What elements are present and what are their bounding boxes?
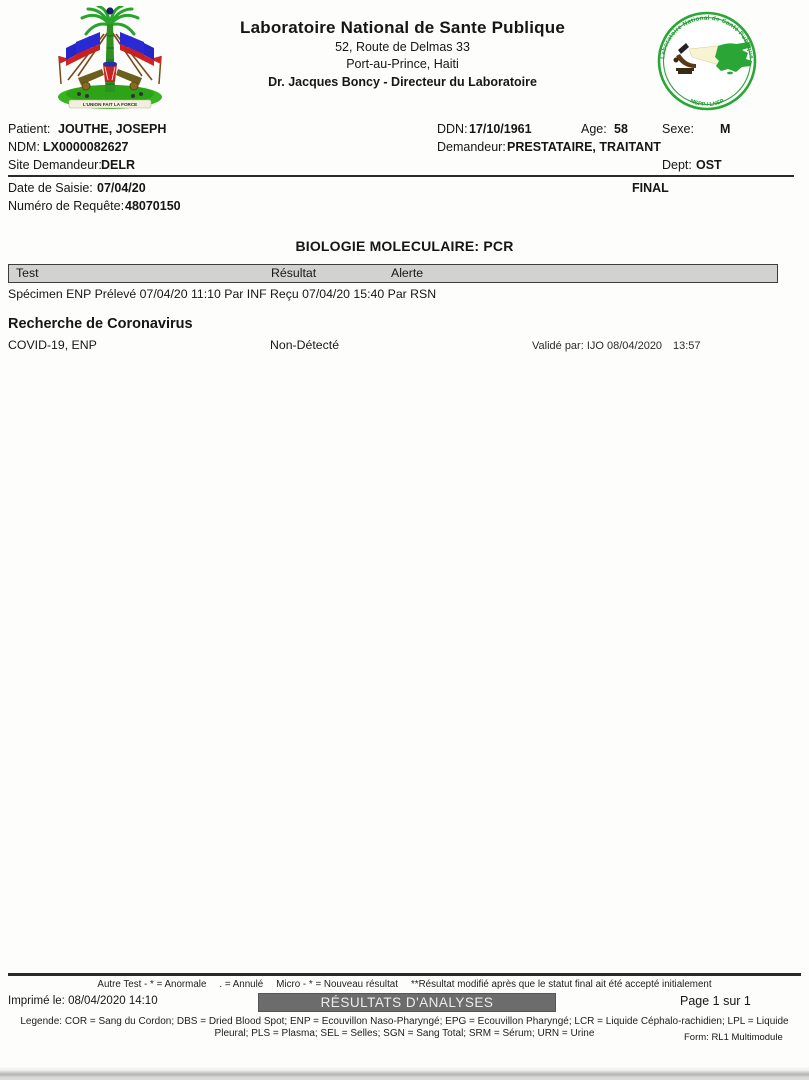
- specimen-line: Spécimen ENP Prélevé 07/04/20 11:10 Par INF Reçu 07/04/20 15:40 Par RSN: [8, 287, 437, 301]
- org-name: Laboratoire National de Sante Publique: [240, 18, 565, 37]
- coat-motto-text: L'UNION FAIT LA FORCE: [82, 102, 138, 107]
- footer-divider: [8, 973, 801, 976]
- form-id: Form: RL1 Multimodule: [684, 1032, 783, 1043]
- col-test: Test: [16, 266, 39, 280]
- site-demandeur-value: DELR: [101, 158, 136, 172]
- results-table-header: [8, 264, 778, 283]
- date-saisie-value: 07/04/20: [97, 181, 146, 195]
- scan-bottom-edge: [0, 1066, 809, 1080]
- site-demandeur-label: Site Demandeur:: [8, 158, 102, 172]
- sexe-label: Sexe:: [662, 122, 694, 136]
- dept-label: Dept:: [662, 158, 692, 172]
- ddn-label: DDN:: [437, 122, 468, 136]
- footnote-part-4: **Résultat modifié après que le statut final ait été accepté initialement: [410, 979, 712, 990]
- org-address-line2: Port-au-Prince, Haiti: [346, 57, 459, 71]
- sexe-value: M: [720, 122, 731, 136]
- validated-time: 13:57: [673, 340, 701, 352]
- test-group-title: Recherche de Coronavirus: [8, 316, 193, 332]
- section-title: BIOLOGIE MOLECULAIRE: PCR: [295, 238, 514, 254]
- age-label: Age:: [581, 122, 607, 136]
- patient-label: Patient:: [8, 122, 51, 136]
- org-director: Dr. Jacques Boncy - Directeur du Laboratoire: [268, 75, 537, 89]
- footnote-line: [0, 979, 809, 990]
- footnote-part-1: Autre Test - * = Anormale: [97, 979, 207, 990]
- row-result-value: Non-Détecté: [270, 338, 340, 352]
- haiti-coat-of-arms-icon: [52, 6, 168, 114]
- results-banner: RÉSULTATS D'ANALYSES: [258, 993, 556, 1012]
- numero-requete-value: 48070150: [125, 199, 181, 213]
- validated-date: 08/04/2020: [607, 340, 663, 352]
- dept-value: OST: [696, 158, 722, 172]
- legend-line-1: Legende: COR = Sang du Cordon; DBS = Dried Blood Spot; ENP = Ecouvillon Naso-Pharyngé; EPG = Ecouvillon Pharyngé; LCR = Liquide Céphalo-rachidien; LPL = Liquide: [20, 1016, 789, 1027]
- ddn-value: 17/10/1961: [469, 122, 532, 136]
- col-resultat: Résultat: [271, 266, 317, 280]
- patient-name: JOUTHE, JOSEPH: [58, 122, 167, 136]
- header-divider: [8, 175, 794, 177]
- col-alerte: Alerte: [391, 266, 424, 280]
- letterhead: [170, 16, 635, 92]
- age-value: 58: [614, 122, 628, 136]
- printed-date: Imprimé le: 08/04/2020 14:10: [8, 995, 158, 1007]
- row-test-name: COVID-19, ENP: [8, 338, 97, 352]
- ndm-label: NDM:: [8, 140, 40, 154]
- status-final: FINAL: [632, 181, 669, 195]
- demandeur-label: Demandeur:: [437, 140, 506, 154]
- lnsp-logo-icon: [656, 8, 758, 114]
- org-address-line1: 52, Route de Delmas 33: [335, 40, 470, 54]
- logo-arc-top-text: Laboratoire National de Santé Publique: [659, 14, 755, 60]
- page-number: Page 1 sur 1: [680, 994, 751, 1008]
- logo-arc-bottom-text: MSPP / LNSP: [689, 98, 725, 109]
- numero-requete-label: Numéro de Requête:: [8, 199, 125, 213]
- validated-by-label: Validé par: IJO: [532, 340, 604, 352]
- demandeur-value: PRESTATAIRE, TRAITANT: [507, 140, 661, 154]
- ndm-value: LX0000082627: [43, 140, 129, 154]
- footnote-part-2: . = Annulé: [219, 979, 264, 990]
- legend-line-2: Pleural; PLS = Plasma; SEL = Selles; SGN = Sang Total; SRM = Sérum; URN = Urine: [214, 1028, 595, 1039]
- date-saisie-label: Date de Saisie:: [8, 181, 93, 195]
- footnote-part-3: Micro - * = Nouveau résultat: [276, 979, 398, 990]
